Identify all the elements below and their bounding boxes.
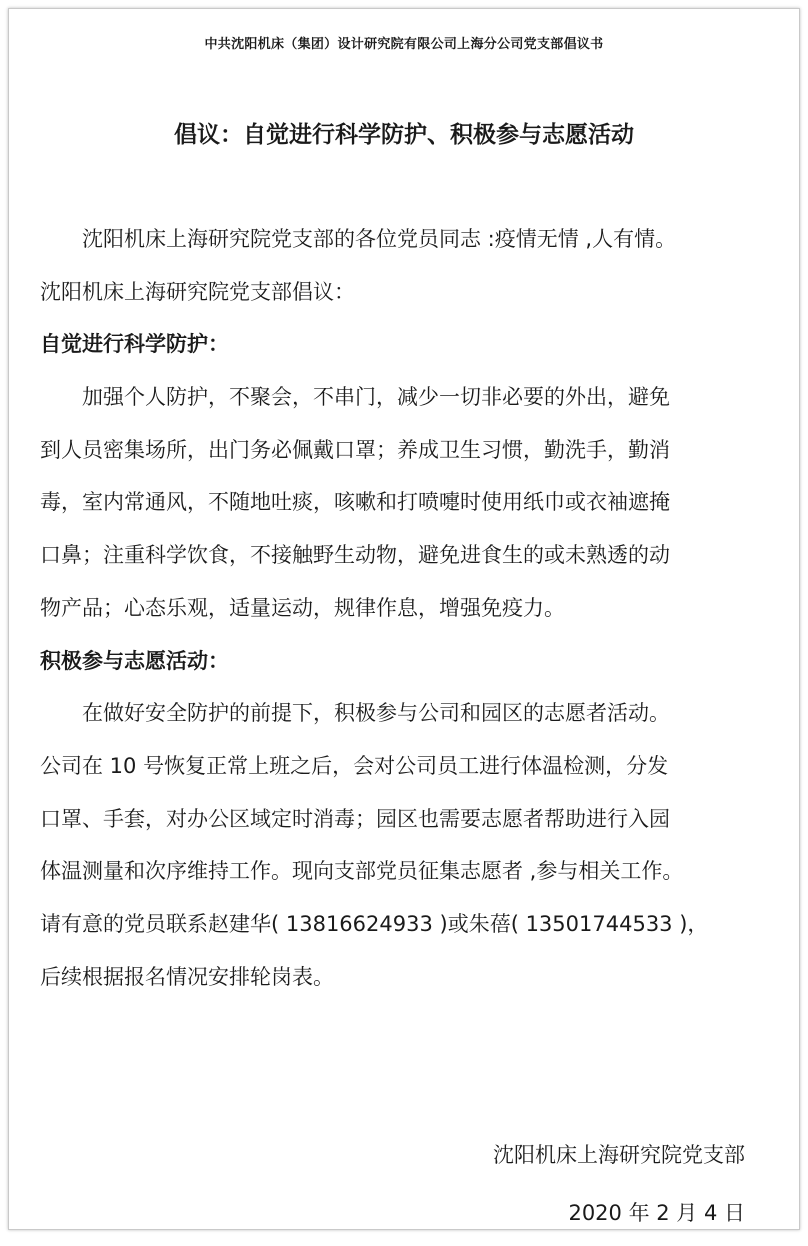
- paragraph-line: 毒，室内常通风，不随地吐痰，咳嗽和打喷嚏时使用纸巾或衣袖遮掩: [40, 490, 670, 515]
- document-header: 中共沈阳机床（集团）设计研究院有限公司上海分公司党支部倡议书: [204, 37, 604, 52]
- document-body: [40, 213, 770, 1003]
- paragraph-line: 物产品；心态乐观，适量运动，规律作息，增强免疫力。: [40, 595, 565, 620]
- paragraph-line: 口罩、手套，对办公区域定时消毒；园区也需要志愿者帮助进行入园: [40, 806, 670, 831]
- paragraph-line: 公司在 10 号恢复正常上班之后，会对公司员工进行体温检测，分发: [40, 753, 669, 778]
- section-heading-protection: 自觉进行科学防护：: [40, 332, 229, 357]
- paragraph-line: 体温测量和次序维持工作。现向支部党员征集志愿者 ,参与相关工作。: [40, 859, 684, 884]
- paragraph-line: 到人员密集场所，出门务必佩戴口罩；养成卫生习惯，勤洗手，勤消: [40, 437, 670, 462]
- paragraph-line: 后续根据报名情况安排轮岗表。: [40, 964, 334, 989]
- paragraph-line: 口鼻；注重科学饮食，不接触野生动物，避免进食生的或未熟透的动: [40, 543, 670, 568]
- document-page: [8, 8, 800, 1230]
- greeting-line: 沈阳机床上海研究院党支部的各位党员同志 :疫情无情 ,人有情。: [82, 227, 677, 251]
- proposal-intro-line: 沈阳机床上海研究院党支部倡议：: [40, 279, 355, 304]
- signature-date: 2020 年 2 月 4 日: [568, 1201, 745, 1225]
- paragraph-line: 加强个人防护，不聚会，不串门，减少一切非必要的外出，避免: [82, 385, 670, 410]
- signature-organization: 沈阳机床上海研究院党支部: [493, 1143, 745, 1167]
- document-title: 倡议：自觉进行科学防护、积极参与志愿活动: [174, 122, 634, 148]
- paragraph-line: 在做好安全防护的前提下，积极参与公司和园区的志愿者活动。: [82, 701, 670, 726]
- section-heading-volunteer: 积极参与志愿活动：: [40, 648, 229, 673]
- contact-line: 请有意的党员联系赵建华( 13816624933 )或朱蓓( 13501744533 )，: [40, 911, 709, 936]
